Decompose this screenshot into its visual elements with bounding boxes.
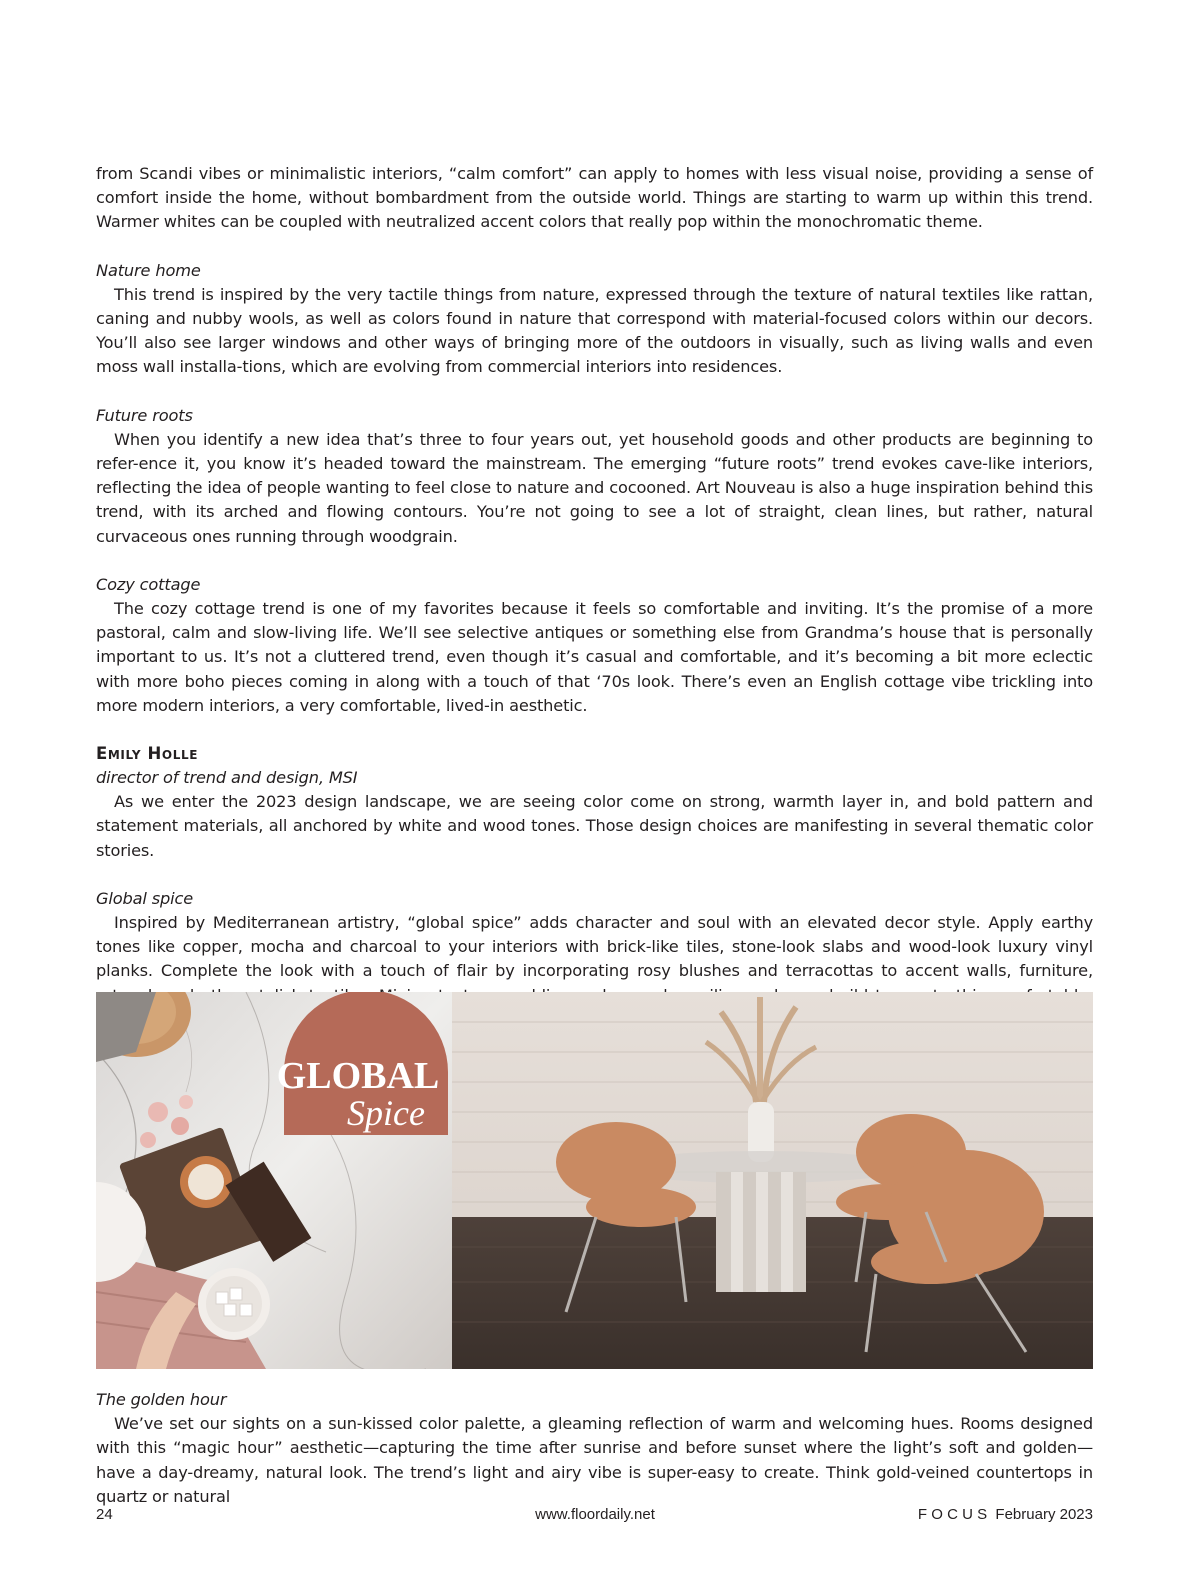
intro-paragraph: from Scandi vibes or minimalistic interiors, “calm comfort” can apply to homes with less visual noise, providing a sense of comfort inside the home, without bombardment from the outside world. Things are starting to warm up within this trend. Warmer whites can be coupled with neutralized accent colors that really pop within the monochromatic theme.: [96, 164, 1093, 232]
section-body-nature-home: This trend is inspired by the very tactile things from nature, expressed through the texture of natural textiles like rattan, caning and nubby wools, as well as colors found in nature that correspond with material-focused colors within our decors. You’ll also see larger windows and other ways of bringing more of the outdoors in visually, such as living walls and even moss wall installa-tions, which are evolving from commercial interiors into residences.: [96, 284, 1093, 377]
section-heading-cozy-cottage: Cozy cottage: [96, 574, 201, 594]
section-heading-nature-home: Nature home: [96, 260, 201, 280]
global-spice-photo: [96, 992, 1093, 1369]
section-body-future-roots: When you identify a new idea that’s three to four years out, yet household goods and other products are beginning to refer-ence it, you know it’s headed toward the mainstream. The emerging “future roots” trend evokes cave-like interiors, reflecting the idea of people wanting to feel close to nature and cocooned. Art Nouveau is also a huge inspiration behind this trend, with its arched and flowing contours. You’re not going to see a lot of straight, clean lines, but rather, natural curvaceous ones running through woodgrain.: [96, 429, 1093, 546]
website-link[interactable]: www.floordaily.net: [535, 1506, 655, 1523]
article-text-bottom: [96, 1388, 1093, 1509]
section-heading-future-roots: Future roots: [96, 405, 193, 425]
expert-intro: As we enter the 2023 design landscape, we are seeing color come on strong, warmth layer in, and bold pattern and statement materials, all anchored by white and wood tones. Those design choices are manifesting in several thematic color stories.: [96, 792, 1093, 860]
badge-line-2: Spice: [347, 1093, 425, 1133]
flatlay-panel: [96, 992, 452, 1369]
section-heading-golden-hour: The golden hour: [96, 1390, 227, 1409]
section-body-global-spice: Inspired by Mediterranean artistry, “global spice” adds character and soul with an elevated decor style. Apply earthy tones like copper, mocha and charcoal to your interiors with brick-like tiles, stone-look slabs and wood-look luxury vinyl planks. Complete the look with a touch of flair by incorporating rosy blushes and terracottas to accent walls, furniture,: [96, 913, 1093, 981]
section-body-golden-hour: We’ve set our sights on a sun-kissed color palette, a gleaming reflection of warm and welcoming hues. Rooms designed with this “magic hour” aesthetic—capturing the time after sunrise and before sunset where the light’s soft and golden—have a day-dreamy, natural look. The trend’s light and airy vibe is super-easy to create. Think gold-veined countertops in quartz or natural: [96, 1414, 1093, 1506]
dining-scene-panel: [452, 992, 1093, 1369]
publication-info: F O C U S February 2023: [917, 1506, 1093, 1523]
expert-name: Emily Holle: [96, 744, 198, 764]
section-body-cozy-cottage: The cozy cottage trend is one of my favorites because it feels so comfortable and inviting. It’s the promise of a more pastoral, calm and slow-living life. We’ll see selective antiques or something else from Grandma’s house that is personally important to us. It’s not a cluttered trend, even though it’s casual and comfortable, and it’s becoming a bit more eclectic with more boho pieces coming in along with a touch of that ‘70s look. There’s even an English cottage vibe trickling into more modern interiors, a very comfortable, lived-in aesthetic.: [96, 599, 1093, 715]
expert-title: director of trend and design, MSI: [96, 768, 358, 788]
article-text-top: [96, 162, 1093, 1032]
section-heading-global-spice: Global spice: [96, 888, 194, 908]
page-number: 24: [96, 1506, 113, 1523]
badge-line-1: GLOBAL: [276, 1055, 440, 1097]
